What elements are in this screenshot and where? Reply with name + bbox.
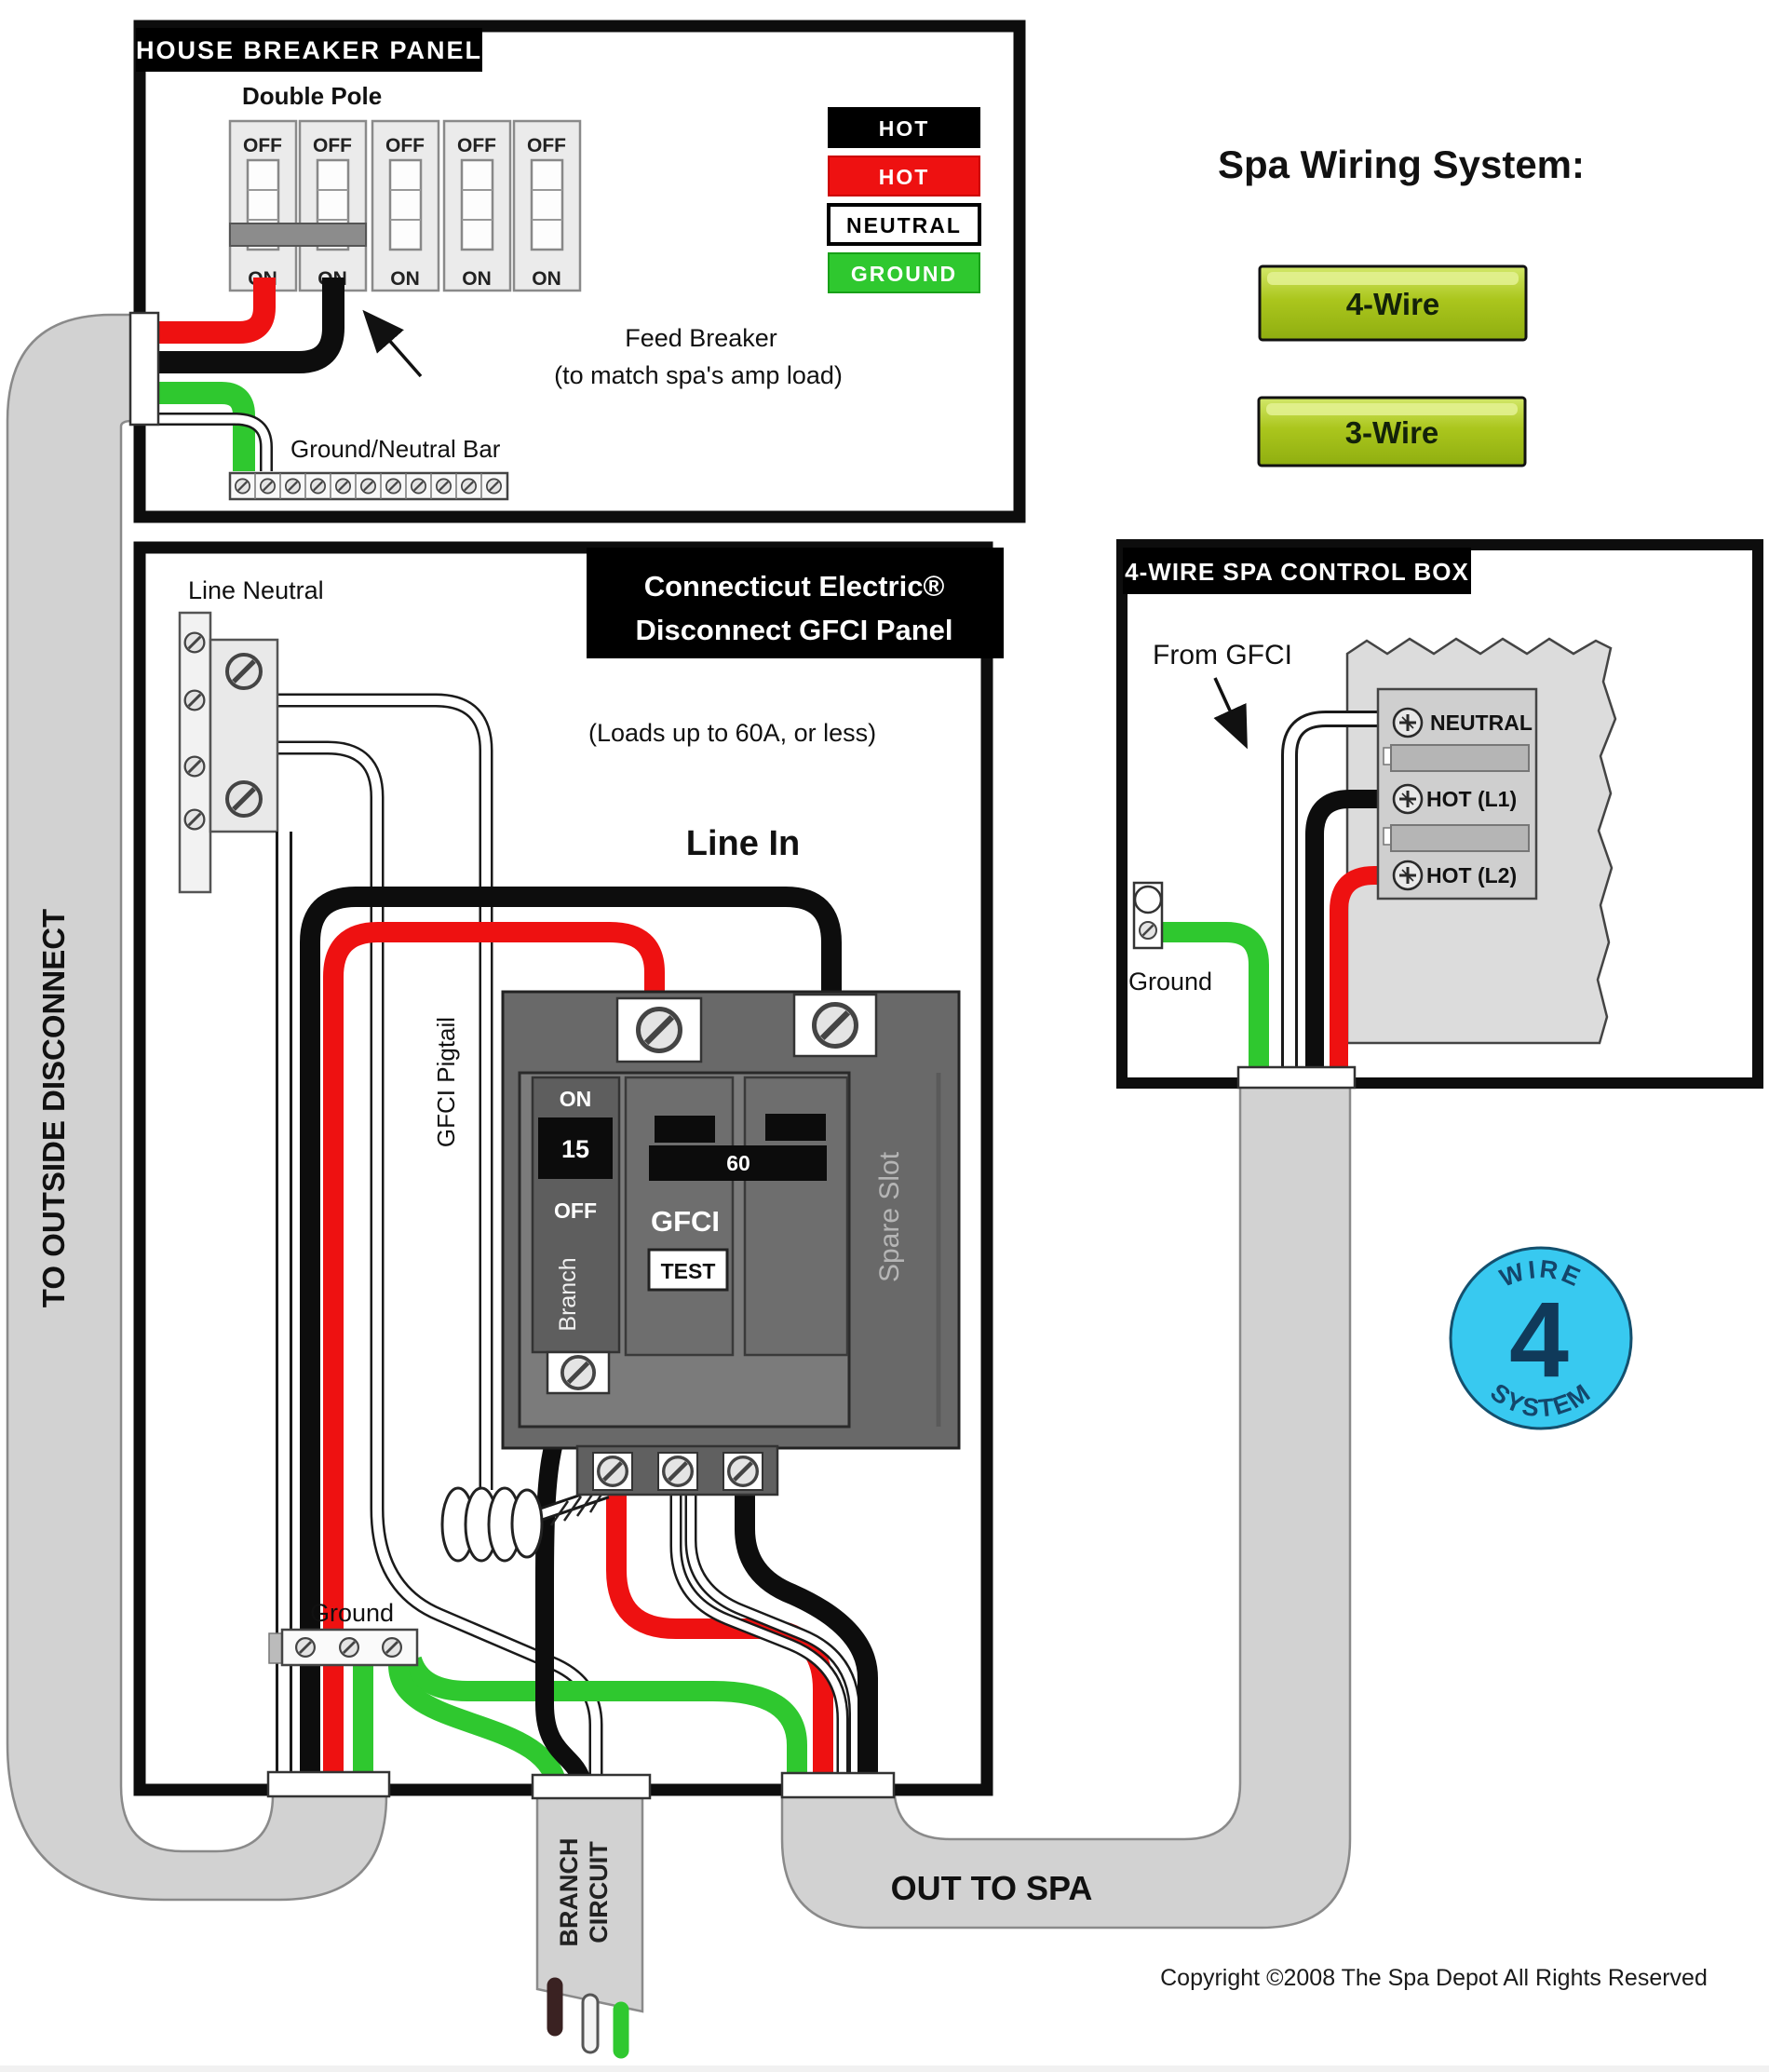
- breaker-off-label: OFF: [243, 135, 282, 156]
- breaker-1: [230, 121, 296, 291]
- conduit-branch-circuit: [537, 1795, 642, 2051]
- phillips-screw-icon: [1394, 785, 1422, 813]
- gfci-breaker-assembly: [503, 992, 959, 1495]
- conduit-bushing: [782, 1773, 894, 1797]
- badge-bottom-label: SYSTEM: [1485, 1377, 1597, 1423]
- conduit-bushing: [268, 1772, 389, 1796]
- wire-4-system-badge: [1451, 1248, 1631, 1429]
- phillips-screw-icon: [1394, 709, 1422, 737]
- spa-hot-l1-label: HOT (L1): [1426, 787, 1518, 811]
- loads-note: (Loads up to 60A, or less): [588, 719, 877, 747]
- breaker-4: [444, 121, 510, 291]
- feed-breaker-label-2: (to match spa's amp load): [554, 361, 843, 389]
- copyright-text: Copyright ©2008 The Spa Depot All Rights Reserved: [1160, 1965, 1708, 1991]
- spa-ground-label: Ground: [1128, 968, 1213, 995]
- ground-neutral-bar: [230, 473, 507, 499]
- breaker-off-label: OFF: [385, 135, 425, 156]
- conduit-branch-label-2: CIRCUIT: [585, 1841, 613, 1943]
- spa-control-box: [1122, 545, 1758, 1088]
- spa-terminal-block: [1378, 689, 1536, 899]
- three-wire-button-label: 3-Wire: [1344, 415, 1439, 450]
- page-bottom-strip: [0, 2065, 1769, 2072]
- screw-icon: [639, 1009, 681, 1051]
- conduit-branch-label-1: BRANCH: [555, 1837, 583, 1947]
- four-wire-button[interactable]: [1260, 266, 1526, 340]
- breaker-on-label: ON: [532, 268, 561, 290]
- legend-ground: GROUND: [850, 262, 958, 286]
- line-neutral-bar: [180, 613, 210, 892]
- branch-label: Branch: [555, 1257, 581, 1332]
- page-title: Spa Wiring System:: [1217, 142, 1586, 186]
- breaker-off-label: OFF: [527, 135, 566, 156]
- conduit-to-outside-label: TO OUTSIDE DISCONNECT: [36, 908, 71, 1308]
- four-wire-button-label: 4-Wire: [1345, 287, 1440, 321]
- branch-on-label: ON: [559, 1087, 592, 1111]
- branch-amp-label: 15: [560, 1135, 590, 1163]
- gfci-disconnect-panel: [140, 548, 1004, 1798]
- spare-slot-label: Spare Slot: [874, 1151, 905, 1283]
- spa-box-title: 4-WIRE SPA CONTROL BOX: [1125, 558, 1469, 586]
- phillips-screw-icon: [1394, 861, 1422, 889]
- gfci-panel-title-1: Connecticut Electric®: [643, 570, 945, 603]
- house-panel-title: HOUSE BREAKER PANEL: [135, 36, 483, 64]
- spa-hot-l2-label: HOT (L2): [1426, 863, 1518, 887]
- screw-icon: [664, 1457, 693, 1486]
- breaker-3: [372, 121, 439, 291]
- three-wire-button[interactable]: [1259, 398, 1525, 466]
- conduit-bushing: [533, 1775, 650, 1798]
- gfci-ground-bar: [269, 1630, 417, 1665]
- house-breaker-panel: [130, 26, 1020, 517]
- branch-off-label: OFF: [554, 1199, 597, 1223]
- gfci-panel-title-2: Disconnect GFCI Panel: [635, 614, 953, 646]
- screw-icon: [562, 1357, 594, 1388]
- legend-hot-black: HOT: [878, 116, 930, 141]
- breaker-on-label: ON: [317, 268, 347, 290]
- feed-breaker-label-1: Feed Breaker: [625, 324, 777, 352]
- ground-neutral-bar-label: Ground/Neutral Bar: [290, 435, 501, 463]
- legend-hot-red: HOT: [878, 165, 930, 189]
- screw-icon: [729, 1457, 758, 1486]
- from-gfci-label: From GFCI: [1153, 640, 1292, 670]
- badge-top-label: WIRE: [1495, 1254, 1587, 1293]
- double-pole-label: Double Pole: [242, 82, 383, 110]
- gfci-label: GFCI: [650, 1205, 721, 1238]
- gfci-test-label: TEST: [660, 1259, 716, 1283]
- line-in-label: Line In: [685, 824, 801, 863]
- neutral-lug-plate: [210, 640, 277, 832]
- badge-number: 4: [1509, 1280, 1569, 1400]
- screw-icon: [599, 1457, 628, 1486]
- breaker-off-label: OFF: [457, 135, 496, 156]
- double-pole-tie-bar: [230, 223, 366, 246]
- conduit-bushing: [1238, 1067, 1355, 1088]
- line-neutral-label: Line Neutral: [188, 576, 324, 604]
- breaker-2: [300, 121, 366, 291]
- gfci-amp-label: 60: [726, 1151, 750, 1175]
- spa-neutral-label: NEUTRAL: [1430, 711, 1533, 735]
- breaker-on-label: ON: [390, 268, 420, 290]
- breaker-on-label: ON: [462, 268, 492, 290]
- gfci-ground-label: Ground: [310, 1599, 395, 1627]
- conduit-out-to-spa-label: OUT TO SPA: [890, 1869, 1093, 1907]
- screw-icon: [815, 1005, 857, 1047]
- spa-ground-terminal: [1134, 883, 1162, 948]
- conduit-bushing: [130, 313, 158, 425]
- breaker-5: [514, 121, 580, 291]
- legend-neutral: NEUTRAL: [846, 213, 962, 237]
- breaker-off-label: OFF: [313, 135, 352, 156]
- gfci-pigtail-label: GFCI Pigtail: [432, 1016, 460, 1148]
- breaker-on-label: ON: [248, 268, 277, 290]
